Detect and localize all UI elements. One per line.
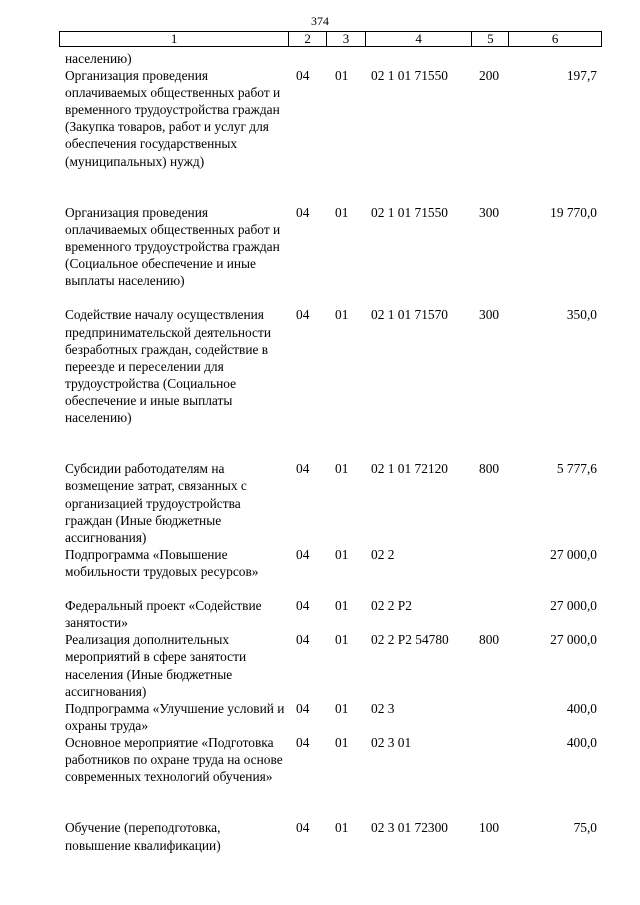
header-col-6: 6 [551,31,559,46]
table-row [59,597,602,631]
row-code: 02 1 01 71550 [371,68,448,84]
row-name: Организация проведения оплачиваемых общественных работ и временного трудоустройства граждан (Социальное обеспечение и иные выплаты населению) [65,204,281,289]
row-section: 04 [296,461,310,477]
row-code: 02 3 [371,700,395,716]
row-sum: 27 000,0 [550,598,597,614]
row-section: 04 [296,307,310,323]
header-col-4: 4 [366,32,473,46]
row-name: Обучение (переподготовка, повышение квалификации) [65,820,221,853]
row-name: Федеральный проект «Содействие занятости» [65,598,262,631]
table-body [59,50,602,854]
row-code: 02 1 01 72120 [371,461,448,477]
row-section: 04 [296,820,310,836]
row-section: 04 [296,598,310,614]
row-sum: 27 000,0 [550,632,597,648]
row-code: 02 3 01 72300 [371,820,448,836]
row-sum: 197,7 [566,68,597,84]
row-subsection: 01 [335,598,349,614]
row-expense-type: 800 [479,461,500,477]
row-expense-type: 300 [479,307,500,323]
header-col-1: 1 [60,32,289,46]
row-subsection: 01 [335,700,349,716]
row-sum: 350,0 [566,307,597,323]
row-sum: 400,0 [566,734,597,750]
row-name: Субсидии работодателям на возмещение затрат, связанных с организацией трудоустройства граждан (Иные бюджетные ассигнования) [65,461,247,545]
table-row [59,734,602,820]
row-section: 04 [296,734,310,750]
table-row [59,700,602,734]
row-subsection: 01 [335,734,349,750]
row-sum: 19 770,0 [550,204,597,220]
table-row [59,306,602,460]
row-section: 04 [296,204,310,220]
row-subsection: 01 [335,546,349,562]
table-row [59,631,602,699]
row-name: Подпрограмма «Улучшение условий и охраны труда» [65,700,285,733]
header-col-2: 2 [289,32,327,46]
row-code: 02 2 P2 [371,598,412,614]
row-section: 04 [296,68,310,84]
row-subsection: 01 [335,461,349,477]
row-subsection: 01 [335,204,349,220]
row-name: населению) [65,51,132,66]
page-number: 374 [311,14,329,28]
row-section: 04 [296,546,310,562]
row-subsection: 01 [335,68,349,84]
row-subsection: 01 [335,307,349,323]
row-code: 02 1 01 71550 [371,204,448,220]
row-sum: 400,0 [566,700,597,716]
table-row [59,67,602,204]
table-row [59,204,602,307]
row-code: 02 2 P2 54780 [371,632,449,648]
table-row [59,819,602,853]
row-sum: 5 777,6 [556,461,597,477]
row-code: 02 1 01 71570 [371,307,448,323]
row-sum: 27 000,0 [550,546,597,562]
header-col-3: 3 [327,32,366,46]
table-row [59,50,602,67]
row-section: 04 [296,700,310,716]
row-name: Организация проведения оплачиваемых общественных работ и временного трудоустройства граждан (Закупка товаров, работ и услуг для обеспечения государственных (муниципальных) нужд) [65,68,281,169]
row-subsection: 01 [335,632,349,648]
header-col-5: 5 [472,32,509,46]
row-name: Основное мероприятие «Подготовка работников по охране труда на основе современных технологий обучения» [65,734,283,785]
row-expense-type: 100 [479,820,500,836]
row-expense-type: 800 [479,632,500,648]
table-header [59,31,602,47]
row-code: 02 3 01 [371,734,412,750]
table-row [59,546,602,597]
row-name: Содействие началу осуществления предпринимательской деятельности безработных граждан, содействие в переезде и переселении для трудоустройства (Социальное обеспечение и иные выплаты населению) [65,307,271,426]
row-name: Реализация дополнительных мероприятий в сфере занятости населения (Иные бюджетные ассигнования) [65,632,247,699]
row-expense-type: 200 [479,68,500,84]
row-name: Подпрограмма «Повышение мобильности трудовых ресурсов» [65,546,259,579]
row-sum: 75,0 [573,820,597,836]
row-subsection: 01 [335,820,349,836]
table-row [59,460,602,546]
row-section: 04 [296,632,310,648]
row-expense-type: 300 [479,204,500,220]
row-code: 02 2 [371,546,395,562]
